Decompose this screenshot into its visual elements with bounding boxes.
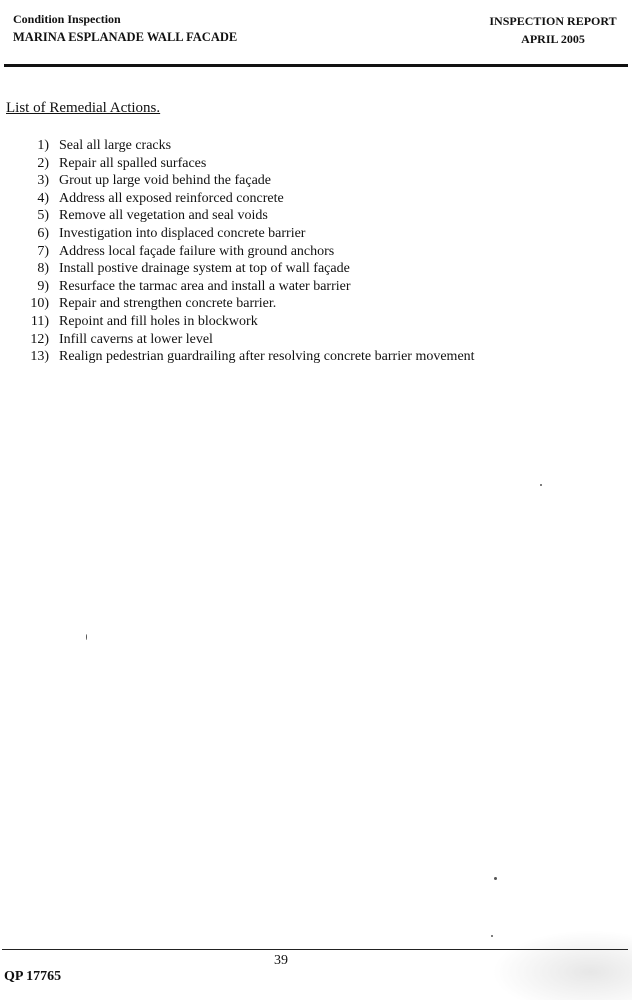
item-number: 13) xyxy=(30,349,49,365)
remedial-actions-list xyxy=(22,137,475,366)
list-item xyxy=(22,348,475,366)
item-number: 11) xyxy=(30,313,49,329)
item-text: Address all exposed reinforced concrete xyxy=(59,190,284,206)
list-item xyxy=(22,137,475,155)
header-subtitle: Condition Inspection xyxy=(13,12,121,26)
list-item xyxy=(22,278,475,296)
item-number: 6) xyxy=(37,225,49,241)
list-item xyxy=(22,155,475,173)
item-text: Realign pedestrian guardrailing after resolving concrete barrier movement xyxy=(59,349,475,365)
report-type: INSPECTION REPORT xyxy=(489,14,617,28)
item-text: Repair all spalled surfaces xyxy=(59,155,207,171)
item-number: 8) xyxy=(37,261,49,277)
scan-speck xyxy=(540,484,542,486)
item-text: Infill caverns at lower level xyxy=(59,331,213,347)
item-text: Resurface the tarmac area and install a water barrier xyxy=(59,278,351,294)
section-title: List of Remedial Actions. xyxy=(6,100,161,116)
list-item xyxy=(22,172,475,190)
page-number: 39 xyxy=(274,953,288,968)
document-reference: QP 17765 xyxy=(4,969,62,984)
header-left xyxy=(13,12,237,46)
item-number: 1) xyxy=(37,138,49,153)
item-text: Address local façade failure with ground anchors xyxy=(59,243,335,259)
list-item xyxy=(22,190,475,208)
list-item xyxy=(22,225,475,243)
item-number: 2) xyxy=(37,155,49,171)
item-number: 9) xyxy=(37,278,49,294)
report-date: APRIL 2005 xyxy=(521,32,585,46)
scan-speck xyxy=(494,877,497,880)
list-item xyxy=(22,331,475,349)
item-number: 12) xyxy=(30,331,49,347)
item-text: Repoint and fill holes in blockwork xyxy=(59,313,258,329)
footer-rule xyxy=(2,949,628,950)
header-right xyxy=(483,14,623,48)
list-item xyxy=(22,207,475,225)
header-title: MARINA ESPLANADE WALL FACADE xyxy=(13,30,238,44)
list-item xyxy=(22,295,475,313)
list-item xyxy=(22,313,475,331)
scan-speck xyxy=(86,634,87,640)
item-number: 7) xyxy=(37,243,49,259)
scan-smudge xyxy=(492,930,632,1000)
item-number: 3) xyxy=(37,173,49,189)
item-number: 5) xyxy=(37,208,49,224)
item-text: Repair and strengthen concrete barrier. xyxy=(59,296,277,312)
item-text: Seal all large cracks xyxy=(59,138,172,153)
header-rule xyxy=(4,64,628,67)
item-text: Investigation into displaced concrete barrier xyxy=(59,225,306,241)
item-number: 4) xyxy=(37,190,49,206)
item-text: Grout up large void behind the façade xyxy=(59,173,272,189)
item-text: Install postive drainage system at top of wall façade xyxy=(59,261,350,277)
list-item xyxy=(22,243,475,261)
list-item xyxy=(22,260,475,278)
item-text: Remove all vegetation and seal voids xyxy=(59,208,268,224)
item-number: 10) xyxy=(30,296,49,312)
